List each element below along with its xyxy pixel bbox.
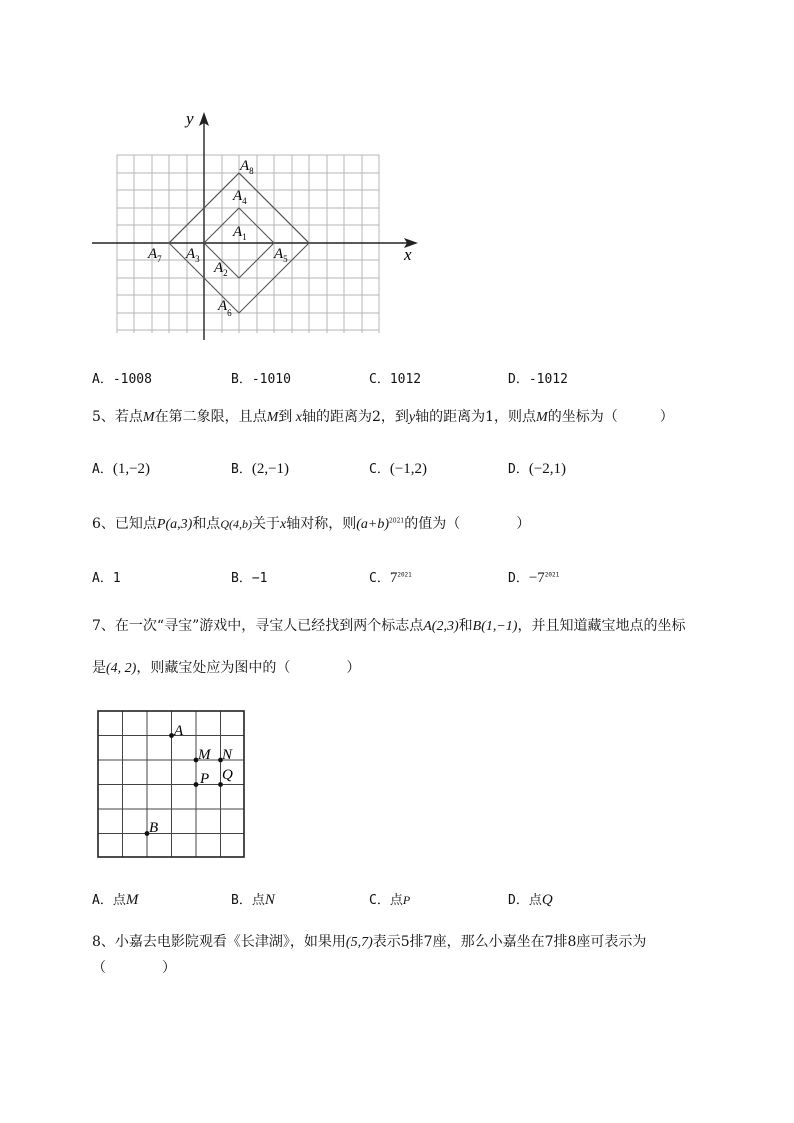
point-b-label: B [149,820,159,836]
label-a5: $A_5$ [274,246,288,264]
q5-option-c[interactable]: C．(−1,2) [369,461,428,477]
q6-option-b[interactable]: B．−1 [231,571,268,586]
treasure-grid-figure [96,709,248,861]
q6-stem: 6、已知点P(a,3)和点Q(4,b)关于x轴对称，则$(a+b)^{2021}$的值为（ ） [92,516,531,532]
q6-option-d[interactable]: D．$-7^{2021}$ [508,570,560,586]
label-a1: $A_1$ [233,224,247,242]
q4-option-d[interactable]: D．-1012 [508,372,568,387]
axis-x-label: x [404,245,412,264]
label-a3: $A_3$ [186,246,200,264]
q5-stem: 5、若点M在第二象限，且点M到 x轴的距离为2，到y轴的距离为1，则点M的坐标为（ ） [92,409,674,425]
q5-option-b[interactable]: B．(2,−1) [231,461,290,477]
axis-y-label: y [186,109,194,128]
q4-option-b[interactable]: B．-1010 [231,372,291,387]
q8-stem-line1: 8、小嘉去电影院观看《长津湖》，如果用(5,7)表示5排7座，那么小嘉坐在7排8座可表示为 [92,934,647,950]
point-p-label: P [200,771,210,787]
q4-option-a[interactable]: A．-1008 [92,372,152,387]
q7-stem-line1: 7、在一次“寻宝”游戏中，寻宝人已经找到两个标志点A(2,3)和B(1,−1)，并且知道藏宝地点的坐标 [92,618,686,634]
q5-option-d[interactable]: D．(−2,1) [508,461,567,477]
point-n-label: N [222,747,233,763]
q8-stem-line2: （ ） [92,960,176,976]
q6-option-a[interactable]: A．1 [92,571,121,586]
label-a8: $A_8$ [240,158,254,176]
point-m-label: M [198,747,211,763]
q7-stem-line2: 是(4, 2)，则藏宝处应为图中的（ ） [92,660,361,676]
q7-option-d[interactable]: D．点Q [508,892,553,908]
point-p-dot [194,782,199,787]
label-a2: $A_2$ [214,260,228,278]
label-a4: $A_4$ [233,188,247,206]
point-a-label: A [174,723,184,739]
q5-option-a[interactable]: A．(1,−2) [92,461,151,477]
q7-option-c[interactable]: C．点P [369,893,411,908]
coordinate-grid-figure [88,108,428,343]
q7-option-a[interactable]: A．点M [92,892,139,908]
label-a6: $A_6$ [218,298,232,318]
q4-option-c[interactable]: C．1012 [369,372,422,387]
label-a7: $A_7$ [148,246,162,264]
q6-option-c[interactable]: C．$7^{2021}$ [369,570,412,586]
point-q-label: Q [222,767,233,783]
q7-option-b[interactable]: B．点N [231,892,275,908]
